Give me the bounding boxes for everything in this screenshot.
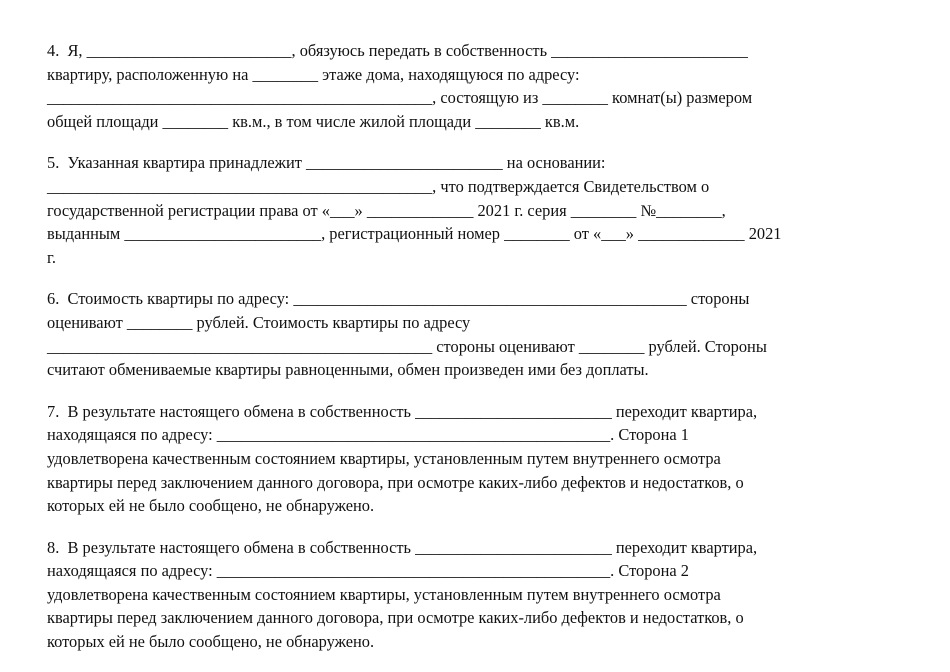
clause-7 (47, 400, 877, 518)
clause-6-line-4: считают обмениваемые квартиры равноценными, обмен произведен ими без доплаты. (47, 360, 649, 380)
clause-6-line-3: _______________________________________________ стороны оценивают ________ рублей. Стороны (47, 336, 767, 356)
clause-5-line-1: 5. Указанная квартира принадлежит ________________________ на основании: (47, 153, 606, 173)
clause-8 (47, 536, 877, 654)
clause-6-line-2: оценивают ________ рублей. Стоимость квартиры по адресу (47, 312, 471, 332)
clause-8-line-3: удовлетворена качественным состоянием квартиры, установленным путем внутреннего осмотра (47, 584, 721, 604)
clause-4-line-4: общей площади ________ кв.м., в том числе жилой площади ________ кв.м. (47, 111, 580, 131)
clause-4 (47, 39, 877, 133)
clause-8-line-4: квартиры перед заключением данного договора, при осмотре каких-либо дефектов и недостатков, о (47, 608, 744, 628)
clause-6 (47, 287, 877, 381)
clause-6-line-1: 6. Стоимость квартиры по адресу: ________________________________________________ стороны (47, 289, 750, 309)
clause-5-line-5: г. (47, 247, 56, 267)
clause-5-line-4: выданным ________________________, регистрационный номер ________ от «___» _____________ 2021 (47, 224, 782, 244)
clause-8-line-5: которых ей не было сообщено, не обнаружено. (47, 632, 375, 652)
document-page (47, 39, 877, 672)
clause-5-line-3: государственной регистрации права от «___» _____________ 2021 г. серия ________ №________, (47, 200, 726, 220)
clause-5 (47, 151, 877, 269)
clause-7-line-4: квартиры перед заключением данного договора, при осмотре каких-либо дефектов и недостатков, о (47, 472, 744, 492)
clause-4-line-1: 4. Я, _________________________, обязуюсь передать в собственность ________________________ (47, 41, 748, 60)
clause-7-line-2: находящаяся по адресу: ________________________________________________. Сторона 1 (47, 425, 689, 445)
clause-7-line-1: 7. В результате настоящего обмена в собственность ________________________ переходит квартира, (47, 401, 758, 421)
clause-7-line-5: которых ей не было сообщено, не обнаружено. (47, 496, 375, 516)
clause-8-line-2: находящаяся по адресу: ________________________________________________. Сторона 2 (47, 561, 689, 581)
clause-4-line-2: квартиру, расположенную на ________ этаже дома, находящуюся по адресу: (47, 64, 580, 84)
clause-5-line-2: _______________________________________________, что подтверждается Свидетельством о (47, 176, 710, 196)
clause-7-line-3: удовлетворена качественным состоянием квартиры, установленным путем внутреннего осмотра (47, 448, 721, 468)
clause-8-line-1: 8. В результате настоящего обмена в собственность ________________________ переходит квартира, (47, 537, 758, 557)
clause-4-line-3: _______________________________________________, состоящую из ________ комнат(ы) размером (47, 88, 753, 108)
